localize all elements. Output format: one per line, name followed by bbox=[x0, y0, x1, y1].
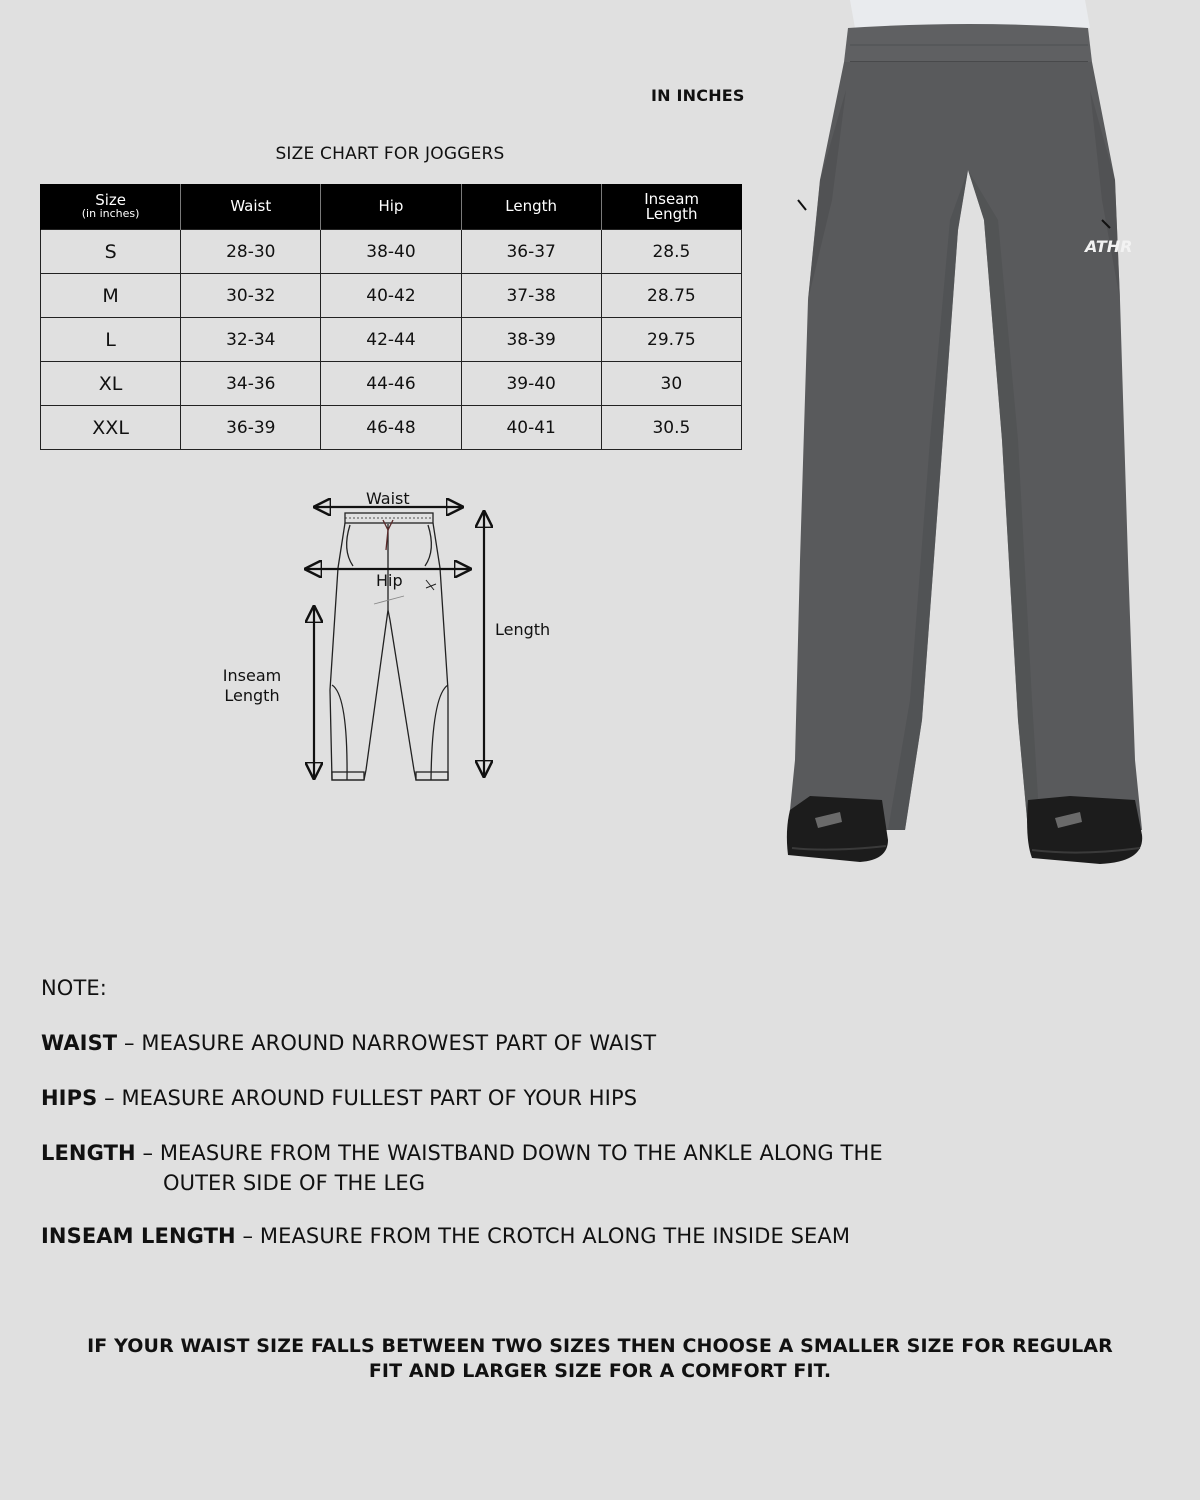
diagram-waist-label: Waist bbox=[366, 489, 410, 508]
table-row bbox=[41, 230, 742, 274]
unit-label: IN INCHES bbox=[651, 86, 745, 105]
header-length-label: Length bbox=[505, 197, 558, 215]
note-text: – MEASURE AROUND NARROWEST PART OF WAIST bbox=[117, 1031, 657, 1055]
hip-cell: 42-44 bbox=[321, 318, 461, 362]
diagram-inseam-label-line2: Length bbox=[224, 686, 280, 705]
table-row bbox=[41, 406, 742, 450]
waist-cell: 28-30 bbox=[181, 230, 321, 274]
size-cell: L bbox=[41, 318, 181, 362]
inseam-cell: 30 bbox=[601, 362, 741, 406]
header-inseam bbox=[601, 184, 741, 230]
inseam-cell: 29.75 bbox=[601, 318, 741, 362]
fit-advice-line1: IF YOUR WAIST SIZE FALLS BETWEEN TWO SIZES THEN CHOOSE A SMALLER SIZE FOR REGULAR bbox=[87, 1335, 1113, 1357]
size-chart-table bbox=[40, 184, 742, 450]
header-hip bbox=[321, 184, 461, 230]
notes-heading: NOTE: bbox=[41, 976, 107, 1000]
diagram-inseam-label-line1: Inseam bbox=[222, 666, 282, 685]
inseam-cell: 30.5 bbox=[601, 406, 741, 450]
header-waist bbox=[181, 184, 321, 230]
measurement-diagram bbox=[200, 480, 580, 790]
header-size-sublabel: (in inches) bbox=[81, 207, 140, 220]
model-joggers-image-icon bbox=[770, 0, 1170, 880]
header-size-label: Size bbox=[95, 191, 126, 209]
waist-cell: 32-34 bbox=[181, 318, 321, 362]
fit-advice-line2: FIT AND LARGER SIZE FOR A COMFORT FIT. bbox=[368, 1360, 832, 1382]
note-term: INSEAM LENGTH bbox=[41, 1224, 236, 1248]
header-length bbox=[461, 184, 601, 230]
brand-logo: ATHR bbox=[1085, 237, 1133, 256]
length-cell: 40-41 bbox=[461, 406, 601, 450]
header-inseam-label: Inseam bbox=[644, 189, 700, 208]
size-cell: S bbox=[41, 230, 181, 274]
chart-title: SIZE CHART FOR JOGGERS bbox=[275, 144, 505, 164]
header-hip-label: Hip bbox=[378, 197, 404, 215]
note-length bbox=[41, 1141, 883, 1195]
note-text: – MEASURE FROM THE CROTCH ALONG THE INSIDE SEAM bbox=[235, 1224, 851, 1248]
diagram-hip-label: Hip bbox=[376, 571, 403, 590]
fit-advice-note bbox=[40, 1334, 1160, 1384]
length-cell: 38-39 bbox=[461, 318, 601, 362]
diagram-inseam-label bbox=[216, 666, 288, 706]
table-row bbox=[41, 318, 742, 362]
hip-cell: 40-42 bbox=[321, 274, 461, 318]
inseam-cell: 28.5 bbox=[601, 230, 741, 274]
note-term: LENGTH bbox=[41, 1141, 136, 1165]
length-cell: 36-37 bbox=[461, 230, 601, 274]
note-term: HIPS bbox=[41, 1086, 98, 1110]
note-text: – MEASURE FROM THE WAISTBAND DOWN TO THE ANKLE ALONG THE bbox=[135, 1141, 883, 1165]
header-size bbox=[41, 184, 181, 230]
waist-cell: 36-39 bbox=[181, 406, 321, 450]
size-cell: XXL bbox=[41, 406, 181, 450]
header-waist-label: Waist bbox=[230, 197, 272, 215]
note-inseam bbox=[41, 1224, 850, 1248]
length-cell: 37-38 bbox=[461, 274, 601, 318]
length-cell: 39-40 bbox=[461, 362, 601, 406]
table-header-row bbox=[41, 184, 742, 230]
diagram-length-label: Length bbox=[495, 620, 551, 639]
hip-cell: 38-40 bbox=[321, 230, 461, 274]
note-text: – MEASURE AROUND FULLEST PART OF YOUR HIPS bbox=[97, 1086, 638, 1110]
size-cell: XL bbox=[41, 362, 181, 406]
note-term: WAIST bbox=[41, 1031, 118, 1055]
note-waist bbox=[41, 1031, 656, 1055]
hip-cell: 44-46 bbox=[321, 362, 461, 406]
product-photo bbox=[770, 0, 1170, 880]
inseam-cell: 28.75 bbox=[601, 274, 741, 318]
header-inseam-label-2: Length bbox=[645, 204, 698, 223]
table-row bbox=[41, 362, 742, 406]
note-text-continued: OUTER SIDE OF THE LEG bbox=[163, 1171, 426, 1195]
waist-cell: 34-36 bbox=[181, 362, 321, 406]
waist-cell: 30-32 bbox=[181, 274, 321, 318]
table-row bbox=[41, 274, 742, 318]
note-hips bbox=[41, 1086, 637, 1110]
hip-cell: 46-48 bbox=[321, 406, 461, 450]
size-cell: M bbox=[41, 274, 181, 318]
